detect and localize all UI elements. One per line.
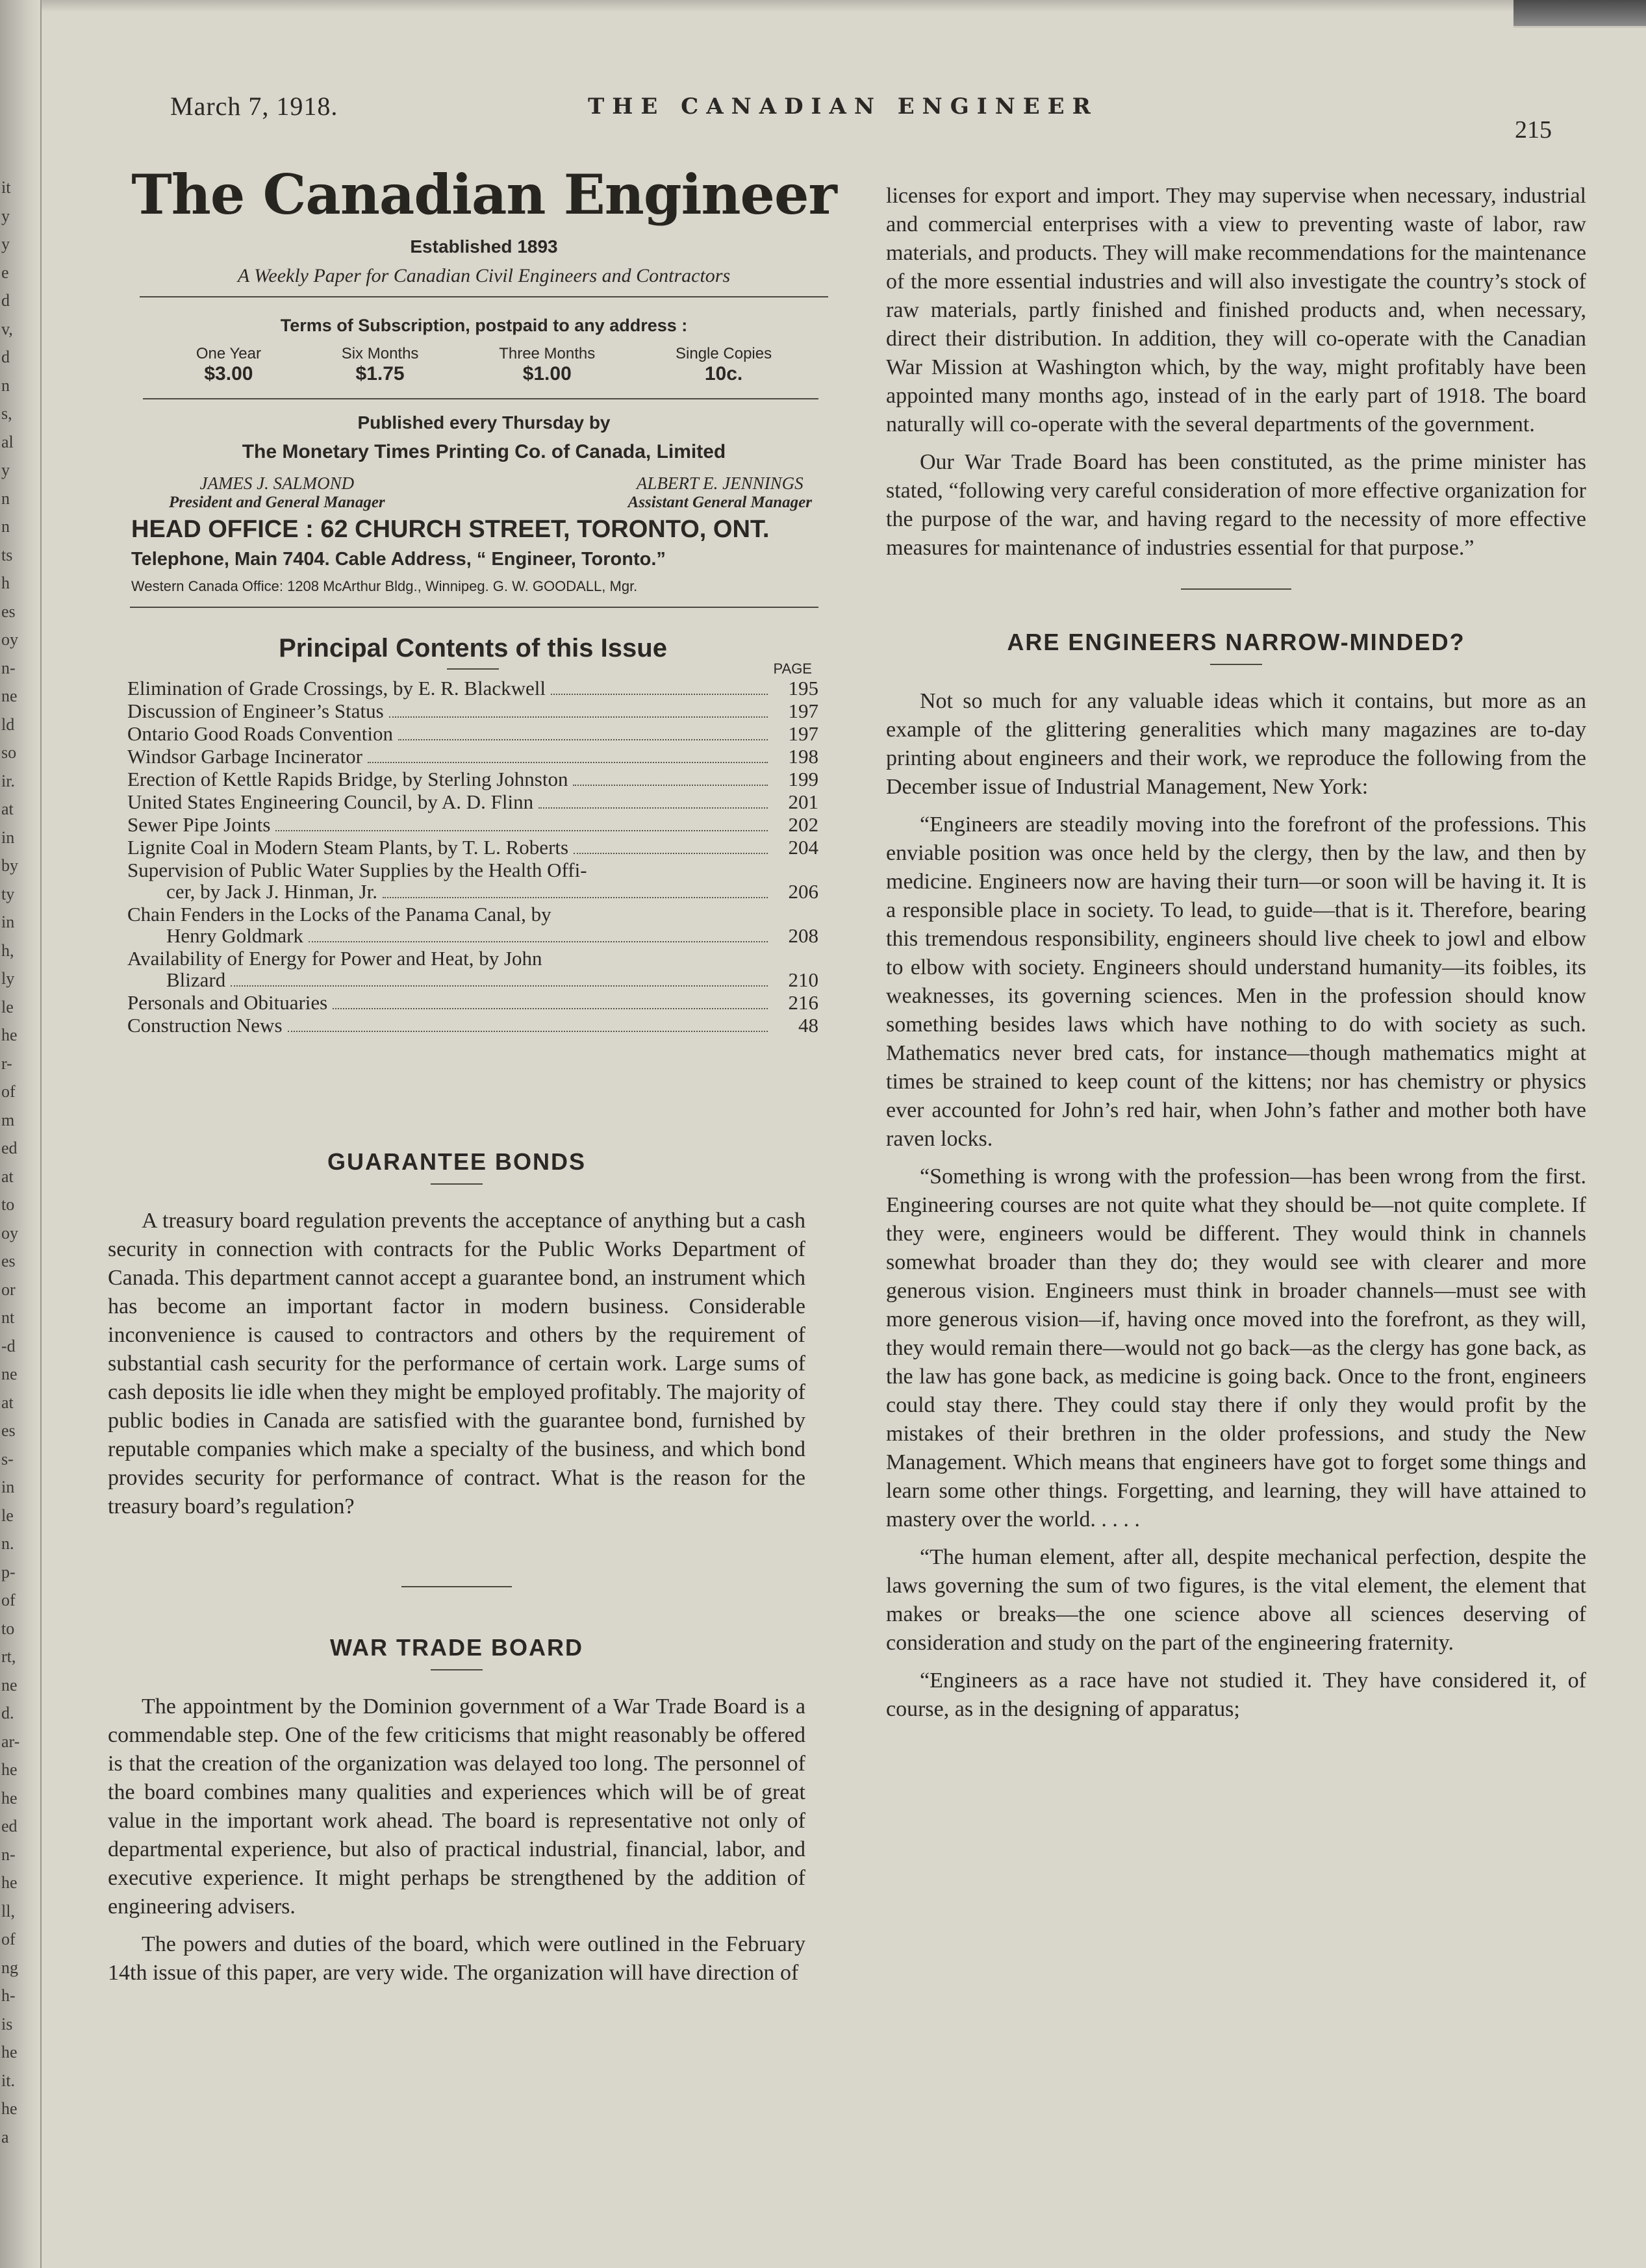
leader-dots bbox=[383, 897, 768, 898]
gutter-text-fragment: he bbox=[1, 2099, 18, 2118]
contents-item bbox=[127, 723, 818, 746]
facing-page-gutter bbox=[0, 0, 42, 2268]
gutter-text-fragment: ts bbox=[1, 545, 13, 564]
contents-item-title: Discussion of Engineer’s Status bbox=[127, 699, 384, 722]
gutter-text-fragment: of bbox=[1, 1591, 16, 1609]
price-item bbox=[676, 345, 772, 385]
gutter-text-fragment: m bbox=[1, 1110, 15, 1129]
gutter-text-fragment: n- bbox=[1, 1845, 16, 1864]
leader-dots bbox=[368, 762, 768, 763]
gutter-text-fragment: of bbox=[1, 1082, 16, 1101]
contents-item-continuation bbox=[127, 969, 818, 992]
contents-item-page: 202 bbox=[788, 813, 818, 836]
gutter-text-fragment: p- bbox=[1, 1562, 16, 1581]
contents-item-title: Chain Fenders in the Locks of the Panama Canal, by bbox=[127, 903, 551, 926]
leader-dots bbox=[538, 807, 768, 809]
published-line: Published every Thursday by bbox=[357, 412, 611, 433]
price-item bbox=[342, 345, 419, 385]
contents-item bbox=[127, 700, 818, 723]
masthead-rule bbox=[130, 607, 818, 608]
contents-item bbox=[127, 791, 818, 814]
gutter-text-fragment: ed bbox=[1, 1817, 18, 1835]
gutter-text-fragment: at bbox=[1, 1166, 14, 1186]
gutter-text-fragment: ne bbox=[1, 687, 18, 705]
contents-item-title: Windsor Garbage Incinerator bbox=[127, 745, 362, 768]
officer-title: President and General Manager bbox=[169, 494, 385, 511]
officer bbox=[169, 473, 385, 512]
leader-dots bbox=[333, 1008, 768, 1009]
contents-item bbox=[127, 677, 818, 700]
gutter-text-fragment: at bbox=[1, 800, 14, 818]
gutter-text-fragment: oy bbox=[1, 630, 18, 649]
contents-item-page: 198 bbox=[788, 745, 818, 768]
gutter-text-fragment: n bbox=[1, 488, 10, 508]
contents-item-page: 199 bbox=[788, 768, 818, 790]
gutter-text-fragment: ed bbox=[1, 1139, 18, 1157]
article-paragraph: “Engineers as a race have not studied it. They have considered it, of course, as in the designing of apparatus; bbox=[886, 1669, 1586, 1721]
gutter-text-fragment: he bbox=[1, 1873, 18, 1892]
article-paragraph: The powers and duties of the board, which were outlined in the February 14th issue of this paper, are very wide. The organization will have direction of bbox=[108, 1932, 805, 1985]
contents-item-page: 210 bbox=[788, 968, 818, 991]
price-label: Three Months bbox=[499, 345, 596, 362]
gutter-text-fragment: ar- bbox=[1, 1732, 20, 1751]
price-value: $1.00 bbox=[522, 363, 572, 384]
contents-item-page: 201 bbox=[788, 790, 818, 813]
article-paragraph: licenses for export and import. They may supervise when necessary, industrial and commercial enterprises with a view to preventing waste of labor, raw materials, and products. They will make recommendations for the maintenance of the more essential industries and will also investigate the country’s stock of raw materials, partly finished and finished products and, when necessary, direct their distribution. In addition, they will co-operate with the Canadian War Mission at Washington which, by the way, might profitably have been appointed many months ago, instead of in the early part of 1918. The board naturally will co-operate with the several departments of the government. bbox=[886, 184, 1586, 436]
tagline: A Weekly Paper for Canadian Civil Engineers and Contractors bbox=[237, 265, 731, 286]
gutter-text-fragment: ll, bbox=[1, 1901, 15, 1921]
price-label: Single Copies bbox=[676, 345, 772, 362]
contents-item bbox=[127, 768, 818, 791]
page-number: 215 bbox=[1515, 116, 1552, 144]
gutter-text-fragment: of bbox=[1, 1930, 16, 1948]
table-of-contents bbox=[127, 634, 818, 1037]
article-paragraph: “The human element, after all, despite mechanical perfection, despite the laws governing the sum of two figures, is the vital element, the element that makes or breaks—the one science above all sciences deserving of consideration and study on the part of the engineering fraternity. bbox=[886, 1545, 1586, 1655]
gutter-text-fragment: a bbox=[1, 2127, 9, 2147]
officer-title: Assistant General Manager bbox=[627, 494, 812, 511]
head-office: HEAD OFFICE : 62 CHURCH STREET, TORONTO, ONT. bbox=[131, 516, 770, 543]
article-paragraph: “Something is wrong with the profession—has been wrong from the first. Engineering courses are not quite what they should be—not quite complete. If they were, engineers would be different. They would think in channels somewhat broader than they do; they would see with clearer and more generous vision. Engineers must think in broader channels—must see with more generous vision—if, having once moved into the forefront, as they will, they would remain there—would not go back—as the clergy has gone back, as the law has gone back, as medicine is going back. Once to the front, engineers could stay there. They could stay there if only they would profit by the mistakes of their brethren in the older professions, and study the New Management. Which means that engineers have got to forget some things and learn some other things. Forgetting, and learning, they will have attained to mastery over the world. . . . . bbox=[886, 1165, 1586, 1531]
gutter-text-fragment: oy bbox=[1, 1223, 18, 1242]
contents-item-page: 216 bbox=[788, 991, 818, 1014]
gutter-text-fragment: y bbox=[1, 206, 10, 225]
contents-item-title: Blizard bbox=[166, 968, 226, 991]
leader-dots bbox=[551, 694, 768, 695]
journal-name: THE CANADIAN ENGINEER bbox=[588, 94, 1098, 120]
gutter-text-fragment: he bbox=[1, 1026, 18, 1044]
gutter-text-fragment: is bbox=[1, 2014, 13, 2034]
contents-item-title: Construction News bbox=[127, 1014, 283, 1037]
article-paragraph: The appointment by the Dominion government of a War Trade Board is a commendable step. One of the few criticisms that might reasonably be offered is that the creation of the organization was delayed too long. The personnel of the board combines many qualities and experiences which will be of great value in the important work ahead. The board is representative not only of departmental experience, but also of practical industrial, financial, labor, and executive experience. It might perhaps be strengthened by the addition of engineering advisers. bbox=[108, 1695, 805, 1919]
gutter-text-fragment: n bbox=[1, 375, 10, 395]
leader-dots bbox=[398, 739, 768, 740]
masthead-rule bbox=[143, 398, 818, 399]
gutter-text-fragment: it. bbox=[1, 2071, 15, 2090]
gutter-text-fragment: r- bbox=[1, 1053, 12, 1073]
right-column bbox=[886, 182, 1586, 1724]
gutter-text-fragment: in bbox=[1, 1478, 15, 1496]
article-paragraph: “Engineers are steadily moving into the forefront of the professions. This enviable position was once held by the clergy, then by the law, and then by medicine. Engineers now are having their turn—or soon will be having it. It is a responsible place in society. To lead, to guide—that is it. Therefore, bearing this tremendous responsibility, engineers should live cheek to jowl and elbow to elbow with society. Engineers should understand humanity—its foibles, its weaknesses, its governing sciences. Men in the profession should know something besides laws which have nothing to do with society as such. Mathematics never bred cats, for instance—though mathematics might at times be strained to keep count of the kittens; nor has chemistry or physics ever accounted for John’s red hair, when John’s father and mother both have raven locks. bbox=[886, 813, 1586, 1151]
contents-item bbox=[127, 903, 818, 925]
gutter-text-fragment: to bbox=[1, 1619, 15, 1638]
telephone-line: Telephone, Main 7404. Cable Address, “ Engineer, Toronto.” bbox=[131, 549, 666, 570]
contents-list bbox=[127, 677, 818, 1037]
gutter-text-fragment: ty bbox=[1, 884, 15, 903]
gutter-text-fragment: e bbox=[1, 262, 9, 282]
gutter-text-fragment: by bbox=[1, 856, 18, 875]
leader-dots bbox=[288, 1031, 768, 1032]
article-paragraph: Not so much for any valuable ideas which it contains, but more as an example of the glittering generalities which many magazines are to-day printing about engineers and their work, we reproduce the following from the December issue of Industrial Management, New York: bbox=[886, 689, 1586, 799]
gutter-text-fragment: h- bbox=[1, 1986, 16, 2005]
established-line: Established 1893 bbox=[410, 236, 558, 257]
gutter-text-fragment: es bbox=[1, 1252, 16, 1270]
gutter-text-fragment: or bbox=[1, 1279, 16, 1299]
contents-item-title: cer, by Jack J. Hinman, Jr. bbox=[166, 880, 378, 903]
contents-item-title: Elimination of Grade Crossings, by E. R. Blackwell bbox=[127, 677, 546, 699]
contents-item bbox=[127, 814, 818, 837]
gutter-text-fragment: es bbox=[1, 601, 16, 621]
gutter-text-fragment: n- bbox=[1, 658, 16, 677]
gutter-text-fragment: -d bbox=[1, 1336, 16, 1355]
price-value: 10c. bbox=[704, 363, 743, 384]
gutter-text-fragment: ly bbox=[1, 969, 15, 988]
contents-item-title: Sewer Pipe Joints bbox=[127, 813, 271, 836]
contents-item-title: Lignite Coal in Modern Steam Plants, by T. L. Roberts bbox=[127, 836, 569, 859]
price-value: $3.00 bbox=[204, 363, 253, 384]
guarantee-bonds-article bbox=[108, 1148, 805, 1987]
gutter-text-fragment: le bbox=[1, 1506, 14, 1525]
gutter-text-fragment: h bbox=[1, 573, 10, 592]
page-edge-shadow bbox=[40, 0, 1646, 12]
price-item bbox=[196, 345, 261, 385]
contents-item-continuation bbox=[127, 925, 818, 948]
issue-date: March 7, 1918. bbox=[170, 92, 338, 121]
contents-item bbox=[127, 1014, 818, 1037]
heading-rule bbox=[1210, 664, 1262, 665]
contents-item-title: Henry Goldmark bbox=[166, 924, 303, 947]
officer-name: ALBERT E. JENNINGS bbox=[636, 473, 804, 493]
article-heading: ARE ENGINEERS NARROW-MINDED? bbox=[1007, 629, 1465, 655]
contents-item-page: 208 bbox=[788, 924, 818, 947]
gutter-text-fragment: y bbox=[1, 460, 10, 479]
gutter-text-fragment: le bbox=[1, 997, 14, 1016]
price-item bbox=[499, 345, 595, 385]
price-label: One Year bbox=[196, 345, 261, 362]
running-header bbox=[0, 91, 1646, 144]
contents-item-page: 48 bbox=[798, 1014, 818, 1037]
gutter-text-fragment: he bbox=[1, 2043, 18, 2061]
contents-item bbox=[127, 837, 818, 859]
subscription-prices bbox=[156, 345, 812, 385]
contents-item bbox=[127, 746, 818, 768]
gutter-text-fragment: to bbox=[1, 1195, 15, 1214]
gutter-text-fragment: ir. bbox=[1, 771, 15, 790]
gutter-text-fragment: h, bbox=[1, 940, 14, 960]
officer bbox=[628, 473, 812, 512]
officers bbox=[169, 473, 812, 512]
contents-item-continuation bbox=[127, 881, 818, 903]
contents-item-title: Availability of Energy for Power and Heat, by John bbox=[127, 947, 542, 970]
leader-dots bbox=[309, 941, 768, 942]
gutter-text-fragment: s- bbox=[1, 1449, 14, 1468]
binding-edge bbox=[1513, 0, 1646, 28]
contents-item-page: 197 bbox=[788, 722, 818, 745]
gutter-text-fragment: ng bbox=[1, 1958, 18, 1977]
article-heading: GUARANTEE BONDS bbox=[327, 1148, 586, 1175]
gutter-text-fragment: es bbox=[1, 1421, 16, 1440]
gutter-text-fragment: nt bbox=[1, 1308, 15, 1327]
gutter-text-fragment: in bbox=[1, 827, 15, 847]
gutter-text-fragment: he bbox=[1, 1760, 18, 1779]
gutter-text-fragment: at bbox=[1, 1392, 14, 1412]
contents-item-title: Erection of Kettle Rapids Bridge, by Sterling Johnston bbox=[127, 768, 568, 790]
contents-item-page: 204 bbox=[788, 836, 818, 859]
heading-rule bbox=[431, 1669, 483, 1670]
gutter-text-fragment: ne bbox=[1, 1675, 18, 1695]
terms-heading: Terms of Subscription, postpaid to any address : bbox=[280, 316, 688, 335]
article-paragraph: Our War Trade Board has been constituted, as the prime minister has stated, “following very careful consideration of more effective organization for the purpose of the war, and having regard to the necessity of more effective measures for maintenance of industries essential for that purpose.” bbox=[886, 450, 1586, 560]
gutter-text-fragment: d bbox=[1, 347, 10, 366]
contents-item-page: 195 bbox=[788, 677, 818, 699]
page-column-label: PAGE bbox=[773, 661, 812, 677]
contents-item-title: United States Engineering Council, by A. D. Flinn bbox=[127, 790, 534, 813]
gutter-text-fragment: y bbox=[1, 234, 10, 253]
gutter-text-fragment: so bbox=[1, 743, 17, 762]
masthead bbox=[130, 162, 838, 608]
heading-rule bbox=[431, 1183, 483, 1185]
gutter-text-fragment: ld bbox=[1, 714, 15, 734]
contents-item bbox=[127, 992, 818, 1014]
gutter-text-fragment: rt, bbox=[1, 1647, 16, 1666]
gutter-text-fragment: s, bbox=[1, 404, 12, 423]
leader-dots bbox=[231, 985, 768, 987]
contents-heading: Principal Contents of this Issue bbox=[279, 634, 667, 662]
contents-item-title: Supervision of Public Water Supplies by the Health Offi- bbox=[127, 859, 587, 881]
article-heading: WAR TRADE BOARD bbox=[330, 1634, 583, 1661]
masthead-rule bbox=[140, 296, 828, 297]
officer-name: JAMES J. SALMOND bbox=[199, 473, 355, 493]
gutter-text-fragment: it bbox=[1, 178, 11, 197]
western-office: Western Canada Office: 1208 McArthur Bldg., Winnipeg. G. W. GOODALL, Mgr. bbox=[131, 578, 638, 594]
gutter-text-fragment: d bbox=[1, 291, 10, 310]
contents-item-page: 197 bbox=[788, 699, 818, 722]
gutter-text-fragment: he bbox=[1, 1788, 18, 1808]
leader-dots bbox=[574, 853, 768, 854]
gutter-text-fragment: d. bbox=[1, 1704, 14, 1722]
contents-item-title: Personals and Obituaries bbox=[127, 991, 328, 1014]
gutter-text-fragment: n bbox=[1, 517, 10, 536]
gutter-text-fragment: ne bbox=[1, 1365, 18, 1383]
gutter-text-fragment: al bbox=[1, 432, 14, 451]
gutter-text-fragment: v, bbox=[1, 319, 13, 338]
contents-item bbox=[127, 859, 818, 881]
leader-dots bbox=[275, 830, 768, 831]
publisher-name: The Monetary Times Printing Co. of Canada, Limited bbox=[242, 441, 726, 462]
price-label: Six Months bbox=[341, 345, 419, 362]
leader-dots bbox=[389, 716, 768, 718]
price-value: $1.75 bbox=[355, 363, 405, 384]
gutter-text-fragment: n. bbox=[1, 1534, 14, 1553]
contents-item bbox=[127, 948, 818, 969]
contents-item-page: 206 bbox=[788, 880, 818, 903]
gutter-text-fragment: in bbox=[1, 913, 15, 931]
contents-item-title: Ontario Good Roads Convention bbox=[127, 722, 393, 745]
leader-dots bbox=[573, 785, 768, 786]
article-paragraph: A treasury board regulation prevents the acceptance of anything but a cash security in connection with contracts for the Public Works Department of Canada. This department cannot accept a guarantee bond, an instrument which has become an important factor in modern business. Considerable inconvenience is caused to contractors and others by the requirement of substantial cash security for the performance of certain work. Large sums of cash deposits lie idle when they might be employed profitably. The majority of public bodies in Canada are satisfied with the guarantee bond, furnished by reputable companies which make a specialty of the business, and which bond provides security for performance of contract. What is the reason for the treasury board’s regulation? bbox=[108, 1209, 805, 1518]
masthead-title: The Canadian Engineer bbox=[131, 162, 837, 227]
